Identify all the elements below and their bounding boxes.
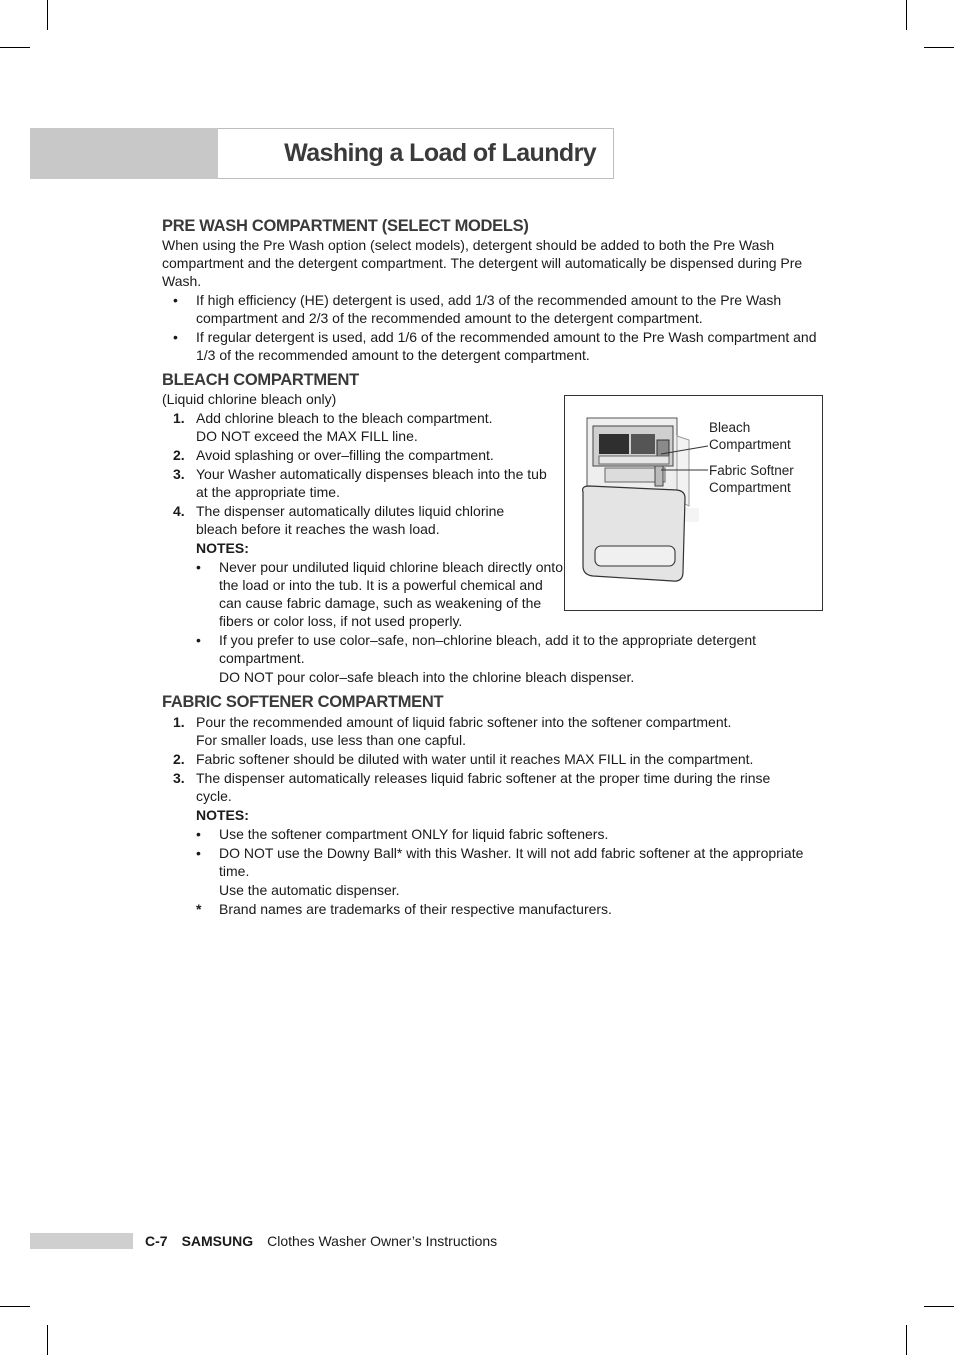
list-item: 3. The dispenser automatically releases liquid fabric softener at the proper time during the rinse cycle.	[173, 770, 771, 804]
softener-heading: FABRIC SOFTENER COMPARTMENT	[162, 693, 444, 711]
crop-mark	[924, 1306, 954, 1307]
title-box	[218, 128, 614, 179]
prewash-heading: PRE WASH COMPARTMENT (SELECT MODELS)	[162, 217, 529, 235]
page-number: C-7	[145, 1233, 168, 1249]
list-item: 1. Add chlorine bleach to the bleach compartment. DO NOT exceed the MAX FILL line.	[173, 410, 493, 444]
list-item: 2. Fabric softener should be diluted with water until it reaches MAX FILL in the compartment.	[173, 751, 754, 767]
prewash-section	[162, 216, 817, 364]
footer-band	[30, 1233, 133, 1249]
title-band	[30, 128, 218, 179]
list-item: 2. Avoid splashing or over–filling the compartment.	[173, 447, 494, 463]
list-item: • DO NOT use the Downy Ball* with this Washer. It will not add fabric softener at the appropriate time.	[196, 845, 804, 879]
crop-mark	[47, 1325, 48, 1355]
document-title: Clothes Washer Owner’s Instructions	[267, 1233, 498, 1249]
crop-mark	[47, 0, 48, 30]
bleach-heading: BLEACH COMPARTMENT	[162, 371, 359, 389]
crop-mark	[906, 0, 907, 30]
softener-section	[162, 692, 817, 918]
footnote: * Brand names are trademarks of their respective manufacturers.	[196, 901, 612, 917]
list-item: • Never pour undiluted liquid chlorine bleach directly onto the load or into the tub. It is a powerful chemical and can cause fabric damage, such as weakening of the fibers or color loss, if not used properly.	[196, 559, 563, 629]
note-extra: Use the automatic dispenser.	[219, 882, 400, 898]
crop-mark	[0, 1306, 30, 1307]
softener-compartment-label: Fabric Softner Compartment	[709, 463, 794, 495]
notes-label: NOTES:	[196, 807, 249, 823]
page-footer	[145, 1233, 497, 1250]
list-item: • If regular detergent is used, add 1/6 of the recommended amount to the Pre Wash compartment and 1/3 of the recommended amount to the detergent compartment.	[173, 329, 817, 363]
bleach-subtitle: (Liquid chlorine bleach only)	[162, 391, 337, 407]
list-item: • If you prefer to use color–safe, non–chlorine bleach, add it to the appropriate detergent compartment.	[196, 632, 757, 666]
bleach-compartment-label: Bleach Compartment	[709, 420, 791, 452]
prewash-intro: When using the Pre Wash option (select models), detergent should be added to both the Pre Wash compartment and the detergent compartment. The detergent will automatically be dispensed during Pre Wash.	[162, 237, 803, 289]
note-extra: DO NOT pour color–safe bleach into the chlorine bleach dispenser.	[219, 669, 635, 685]
dispenser-figure	[564, 395, 823, 611]
notes-label: NOTES:	[196, 540, 249, 556]
crop-mark	[906, 1325, 907, 1355]
list-item: 4. The dispenser automatically dilutes liquid chlorine bleach before it reaches the wash load.	[173, 503, 505, 537]
list-item: 1. Pour the recommended amount of liquid fabric softener into the softener compartment. For smaller loads, use less than one capful.	[173, 714, 732, 748]
crop-mark	[0, 47, 30, 48]
crop-mark	[924, 47, 954, 48]
list-item: 3. Your Washer automatically dispenses bleach into the tub at the appropriate time.	[173, 466, 547, 500]
list-item: • Use the softener compartment ONLY for liquid fabric softeners.	[196, 826, 609, 842]
list-item: • If high efficiency (HE) detergent is used, add 1/3 of the recommended amount to the Pre Wash compartment and 2/3 of the recommended amount to the detergent compartment.	[173, 292, 782, 326]
brand-name: SAMSUNG	[181, 1233, 254, 1249]
page-title: Washing a Load of Laundry	[284, 139, 596, 167]
